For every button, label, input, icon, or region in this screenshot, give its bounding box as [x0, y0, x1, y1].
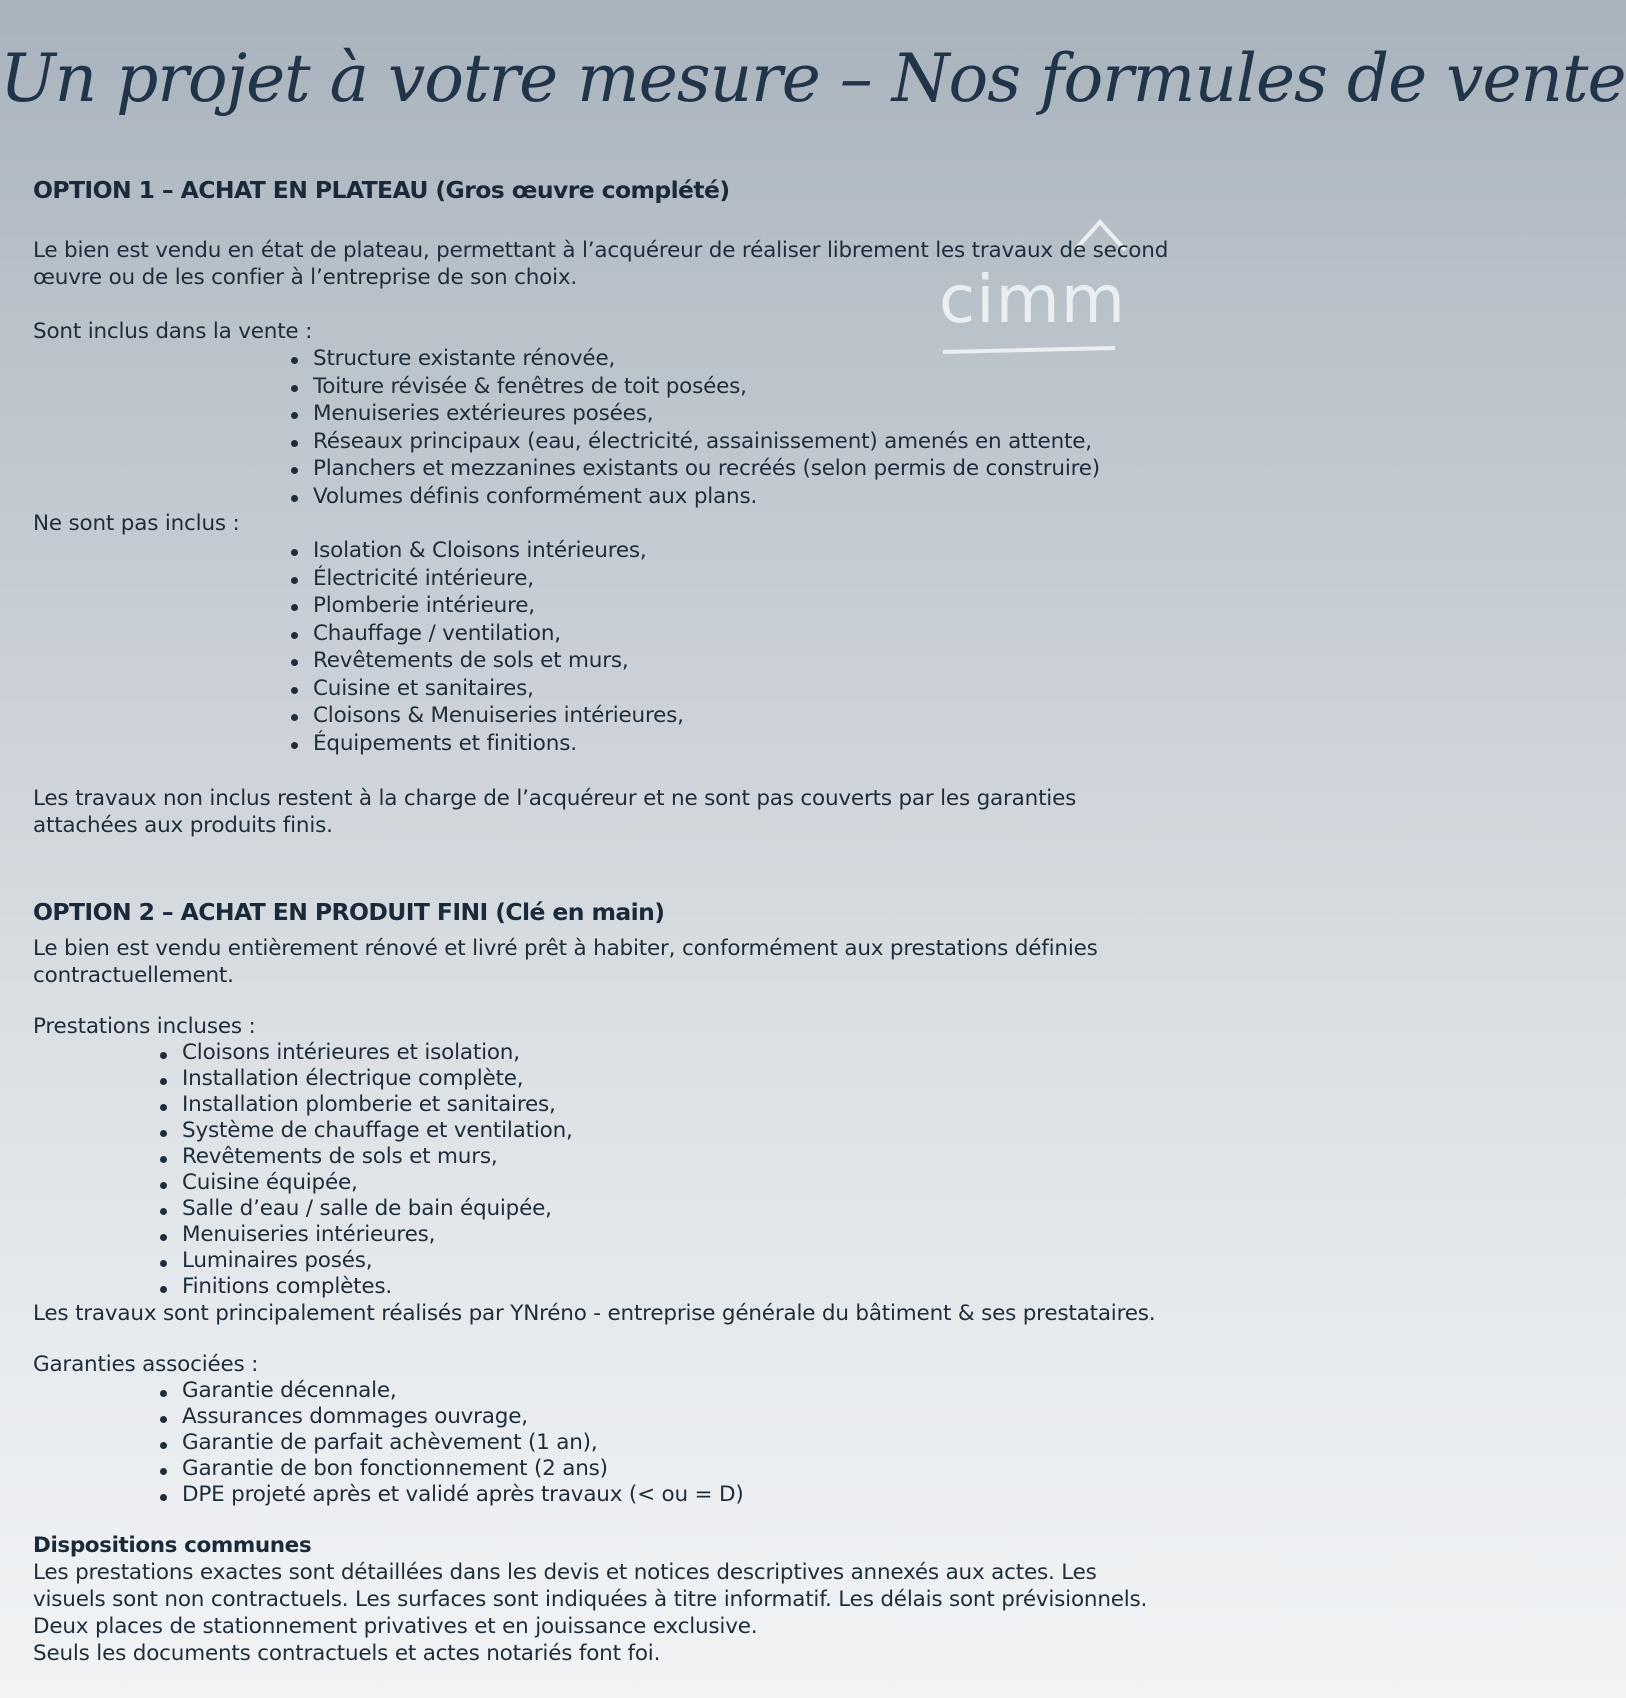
list-item: Chauffage / ventilation,: [313, 620, 1173, 648]
option2-intro: Le bien est vendu entièrement rénové et livré prêt à habiter, conformément aux prestations définies contractuellement.: [33, 936, 1098, 988]
list-item: Cloisons & Menuiseries intérieures,: [313, 702, 1173, 730]
guarantees-list: [182, 1378, 1173, 1508]
list-item: Cuisine et sanitaires,: [313, 675, 1173, 703]
list-item: Cuisine équipée,: [182, 1170, 1173, 1196]
list-item: Luminaires posés,: [182, 1248, 1173, 1274]
option1-section: [33, 175, 1173, 839]
list-item: Garantie décennale,: [182, 1378, 1173, 1404]
included-label: Sont inclus dans la vente :: [33, 319, 313, 344]
list-item: Plomberie intérieure,: [313, 592, 1173, 620]
list-item: Installation électrique complète,: [182, 1066, 1173, 1092]
excluded-label: Ne sont pas inclus :: [33, 511, 240, 536]
list-item: Garantie de bon fonctionnement (2 ans): [182, 1456, 1173, 1482]
works-note: Les travaux sont principalement réalisés par YNréno - entreprise générale du bâtiment & ses prestataires.: [33, 1301, 1156, 1326]
list-item: DPE projeté après et validé après travaux (< ou = D): [182, 1482, 1173, 1508]
list-item: Revêtements de sols et murs,: [182, 1144, 1173, 1170]
watermark-text: cimm: [938, 261, 1127, 338]
list-item: Menuiseries intérieures,: [182, 1222, 1173, 1248]
list-item: Électricité intérieure,: [313, 565, 1173, 593]
included-list: [313, 345, 1173, 510]
excluded-list: [313, 537, 1173, 757]
option1-intro: Le bien est vendu en état de plateau, permettant à l’acquéreur de réaliser librement les travaux de second œuvre ou de les confier à l’entreprise de son choix.: [33, 238, 1169, 290]
list-item: Garantie de parfait achèvement (1 an),: [182, 1430, 1173, 1456]
common-line: Seuls les documents contractuels et actes notariés font foi.: [33, 1641, 661, 1666]
list-item: Revêtements de sols et murs,: [313, 647, 1173, 675]
list-item: Équipements et finitions.: [313, 730, 1173, 758]
services-label: Prestations incluses :: [33, 1014, 256, 1039]
list-item: Cloisons intérieures et isolation,: [182, 1040, 1173, 1066]
list-item: Assurances dommages ouvrage,: [182, 1404, 1173, 1430]
page-title: Un projet à votre mesure – Nos formules de vente: [0, 40, 1626, 117]
option1-heading: OPTION 1 – ACHAT EN PLATEAU (Gros œuvre complété): [33, 176, 730, 204]
option2-section: [33, 897, 1173, 1508]
list-item: Isolation & Cloisons intérieures,: [313, 537, 1173, 565]
list-item: Menuiseries extérieures posées,: [313, 400, 1173, 428]
list-item: Planchers et mezzanines existants ou recréés (selon permis de construire): [313, 455, 1173, 483]
common-line: Deux places de stationnement privatives et en jouissance exclusive.: [33, 1614, 758, 1639]
document-body: [33, 175, 1173, 1667]
list-item: Salle d’eau / salle de bain équipée,: [182, 1196, 1173, 1222]
option1-note: Les travaux non inclus restent à la charge de l’acquéreur et ne sont pas couverts par les garanties attachées aux produits finis.: [33, 786, 1077, 838]
list-item: Volumes définis conformément aux plans.: [313, 483, 1173, 511]
list-item: Réseaux principaux (eau, électricité, assainissement) amenés en attente,: [313, 428, 1173, 456]
guarantees-label: Garanties associées :: [33, 1352, 259, 1377]
list-item: Installation plomberie et sanitaires,: [182, 1092, 1173, 1118]
list-item: Structure existante rénovée,: [313, 345, 1173, 373]
common-line: Les prestations exactes sont détaillées dans les devis et notices descriptives annexés aux actes. Les visuels sont non contractuels. Les surfaces sont indiquées à titre informatif. Les délais sont prévisionnels.: [33, 1560, 1148, 1612]
list-item: Toiture révisée & fenêtres de toit posées,: [313, 373, 1173, 401]
common-section: [33, 1532, 1173, 1667]
option2-heading: OPTION 2 – ACHAT EN PRODUIT FINI (Clé en main): [33, 898, 665, 926]
list-item: Système de chauffage et ventilation,: [182, 1118, 1173, 1144]
list-item: Finitions complètes.: [182, 1274, 1173, 1300]
common-heading: Dispositions communes: [33, 1533, 312, 1558]
services-list: [182, 1040, 1173, 1300]
